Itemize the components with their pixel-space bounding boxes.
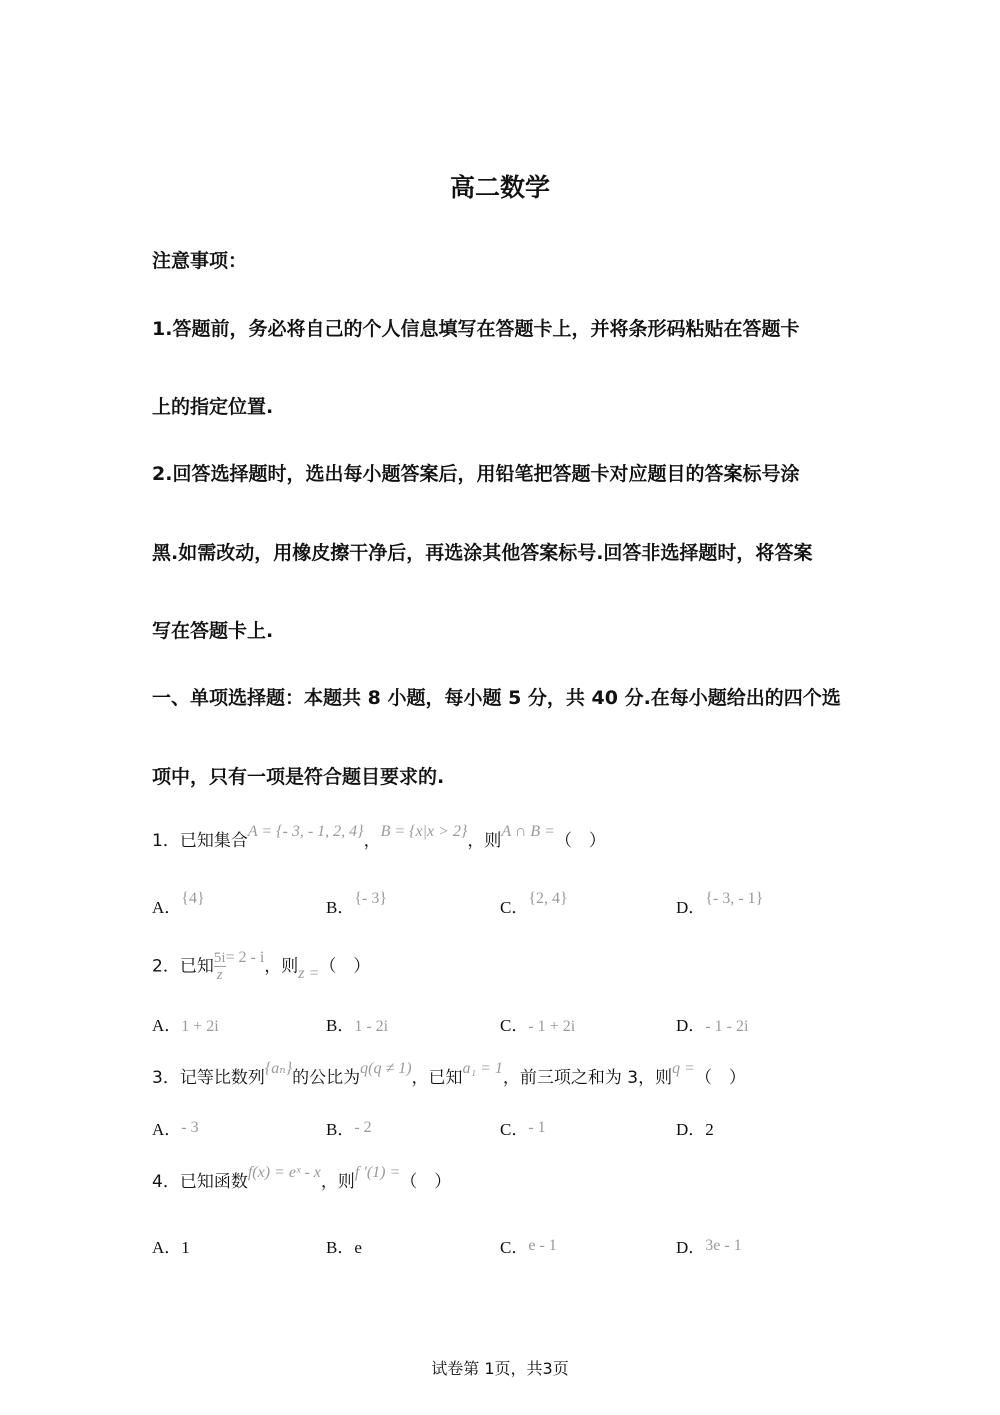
option-value: {- 3, - 1} [705,890,764,907]
option-label: C． [500,1238,529,1257]
question-1-set-b: B = {x|x > 2} [380,823,468,840]
option-value: - 1 - 2i [705,1018,749,1035]
question-4-derivative: f ′(1) = [354,1164,401,1181]
question-2-option-a[interactable] [152,1011,219,1036]
option-value: 1 + 2i [181,1018,219,1035]
question-2-option-b[interactable] [326,1011,388,1036]
question-4-sep: ，则 [320,1172,355,1192]
option-value: e - 1 [528,1237,557,1254]
notice-line-1b: 上的指定位置. [152,396,274,418]
question-2-stem [152,950,370,983]
option-label: D． [676,1016,706,1035]
notice-line-2c: 写在答题卡上. [152,620,274,642]
option-value: - 2 [354,1119,372,1136]
question-2-sep: ，则 [264,956,299,977]
question-1-option-b[interactable] [326,890,388,918]
option-label: A． [152,1016,182,1035]
option-value: 3e - 1 [705,1237,742,1254]
question-1-option-c[interactable] [500,890,568,918]
section-heading-line-1: 一、单项选择题：本题共 8 小题，每小题 5 分，共 40 分.在每小题给出的四个选 [152,687,841,709]
question-1-blank: （ ） [554,831,606,851]
option-label: A． [152,898,182,917]
option-value: {2, 4} [528,890,568,907]
question-3-option-b[interactable] [326,1115,372,1140]
option-value: 1 [181,1238,190,1257]
question-4-option-a[interactable] [152,1233,190,1258]
option-value: - 1 + 2i [528,1018,576,1035]
question-3-option-d[interactable] [676,1115,714,1140]
question-3-prefix: 3．记等比数列 [152,1068,265,1088]
option-label: A． [152,1238,182,1257]
option-label: B． [326,1238,355,1257]
question-4-function: f(x) = eˣ - x [247,1164,321,1181]
question-2-blank: （ ） [319,956,371,977]
notice-line-2a: 2.回答选择题时，选出每小题答案后，用铅笔把答题卡对应题目的答案标号涂 [152,463,800,485]
question-1-sep-1: ， [363,831,381,851]
question-3-ratio: q(q ≠ 1) [360,1060,412,1077]
question-3-text-3: ，前三项之和为 3，则 [502,1068,673,1088]
option-value: 1 - 2i [354,1018,389,1035]
question-2-option-c[interactable] [500,1011,575,1036]
question-1-set-a: A = {- 3, - 1, 2, 4} [247,823,364,840]
fraction-numerator: 5i [213,950,226,966]
question-1-option-a[interactable] [152,890,205,918]
question-3-stem [152,1060,746,1088]
question-3-text-1: 的公比为 [292,1068,361,1088]
question-4-option-b[interactable] [326,1233,362,1258]
question-3-text-2: ，已知 [411,1068,463,1088]
page-footer: 试卷第 1页，共3页 [431,1359,569,1378]
option-value: {- 3} [354,890,388,907]
question-1-intersection: A ∩ B = [501,823,555,840]
option-label: C． [500,898,529,917]
option-value: {4} [181,890,205,907]
option-value: 2 [705,1120,714,1139]
option-label: D． [676,1120,706,1139]
option-value: - 3 [181,1119,199,1136]
question-2-fraction [214,950,226,983]
option-label: A． [152,1120,182,1139]
section-heading-line-2: 项中，只有一项是符合题目要求的. [152,766,445,788]
option-value: - 1 [528,1119,546,1136]
question-2-z: z = [298,964,320,982]
question-4-stem [152,1164,452,1192]
option-label: B． [326,1120,355,1139]
option-label: D． [676,1238,706,1257]
question-1-sep-2: ，则 [467,831,502,851]
question-2-prefix: 2．已知 [152,956,214,977]
question-3-sequence: {aₙ} [264,1060,293,1077]
notice-heading: 注意事项： [152,250,248,272]
question-2-equation: = 2 - i [225,948,265,966]
option-label: B． [326,1016,355,1035]
page-title: 高二数学 [449,173,550,202]
question-1-option-d[interactable] [676,890,764,918]
option-label: C． [500,1120,529,1139]
question-4-option-c[interactable] [500,1233,557,1258]
question-2-option-d[interactable] [676,1011,748,1036]
question-1-prefix: 1．已知集合 [152,831,248,851]
question-4-option-d[interactable] [676,1233,742,1258]
question-4-blank: （ ） [400,1172,452,1192]
question-3-option-c[interactable] [500,1115,546,1140]
question-3-blank: （ ） [694,1068,746,1088]
option-label: D． [676,898,706,917]
notice-line-2b: 黑.如需改动，用橡皮擦干净后，再选涂其他答案标号.回答非选择题时，将答案 [152,542,813,564]
option-value: e [354,1238,362,1257]
option-label: B． [326,898,355,917]
fraction-denominator: z [214,966,226,983]
question-4-prefix: 4．已知函数 [152,1172,248,1192]
option-label: C． [500,1016,529,1035]
question-3-first-term: a₁ = 1 [462,1060,503,1077]
notice-line-1a: 1.答题前，务必将自己的个人信息填写在答题卡上，并将条形码粘贴在答题卡 [152,318,800,340]
question-3-q: q = [672,1060,695,1077]
question-1-stem [152,823,606,851]
question-3-option-a[interactable] [152,1115,199,1140]
